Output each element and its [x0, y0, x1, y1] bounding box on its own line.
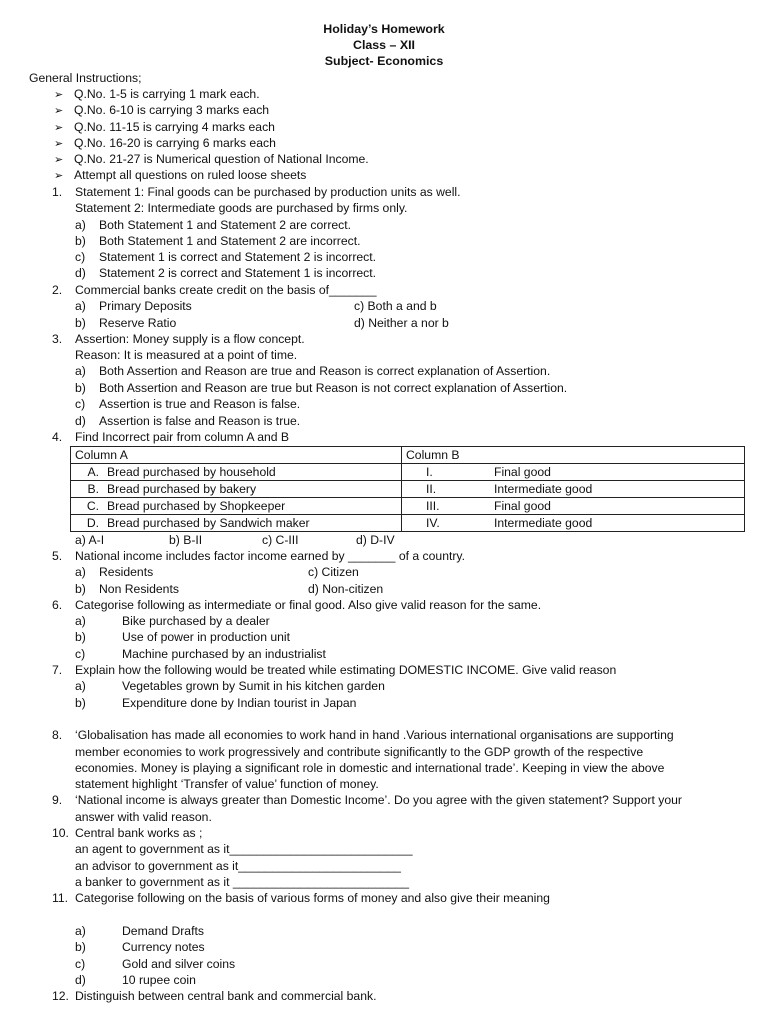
- option-key: d): [75, 973, 86, 987]
- option-text: Machine purchased by an industrialist: [122, 647, 326, 661]
- option-text: Non Residents: [99, 582, 179, 596]
- table-row: A. Bread purchased by household I. Final good: [71, 464, 745, 481]
- instruction-item: ➢ Attempt all questions on ruled loose sheets: [54, 168, 307, 182]
- question-number: 9.: [52, 793, 63, 807]
- question-text: answer with valid reason.: [75, 810, 212, 824]
- question-text: Assertion: Money supply is a flow concept.: [75, 332, 305, 346]
- instruction-item: ➢ Q.No. 21-27 is Numerical question of National Income.: [54, 152, 369, 166]
- option-key: a): [75, 924, 86, 938]
- table-row: D. Bread purchased by Sandwich maker IV. Intermediate good: [71, 515, 745, 532]
- option-key: b): [75, 630, 86, 644]
- option-key: a): [75, 565, 86, 579]
- arrow-bullet-icon: ➢: [54, 138, 64, 150]
- instruction-item: ➢ Q.No. 1-5 is carrying 1 mark each.: [54, 87, 260, 101]
- question-text: Explain how the following would be treated while estimating DOMESTIC INCOME. Give valid reason: [75, 663, 617, 677]
- question-text: National income includes factor income earned by _______ of a country.: [75, 549, 466, 563]
- option-key: b): [75, 696, 86, 710]
- option-text: Vegetables grown by Sumit in his kitchen garden: [122, 679, 385, 693]
- arrow-bullet-icon: ➢: [54, 89, 64, 101]
- question-text: ‘Globalisation has made all economies to work hand in hand .Various international organisations are supporting: [75, 728, 674, 742]
- option-text: d) D-IV: [356, 533, 395, 547]
- doc-subject: Subject- Economics: [324, 54, 444, 68]
- question-text: ‘National income is always greater than Domestic Income’. Do you agree with the given statement? Support your: [75, 793, 682, 807]
- table-header-row: [71, 447, 745, 464]
- question-number: 5.: [52, 549, 63, 563]
- question-text: Find Incorrect pair from column A and B: [75, 430, 290, 444]
- question-text: Statement 2: Intermediate goods are purchased by firms only.: [75, 201, 408, 215]
- option-text: Assertion is true and Reason is false.: [99, 397, 301, 411]
- question-text: Reason: It is measured at a point of time.: [75, 348, 298, 362]
- option-text: d) Neither a nor b: [354, 316, 449, 330]
- option-key: c): [75, 397, 86, 411]
- question-number: 4.: [52, 430, 63, 444]
- option-text: Both Assertion and Reason are true but Reason is not correct explanation of Assertion.: [99, 381, 568, 395]
- option-text: a) A-I: [75, 533, 105, 547]
- option-text: Currency notes: [122, 940, 205, 954]
- option-text: Demand Drafts: [122, 924, 204, 938]
- option-key: a): [75, 614, 86, 628]
- question-text: Distinguish between central bank and commercial bank.: [75, 989, 377, 1003]
- option-text: b) B-II: [169, 533, 203, 547]
- fill-in-line: an advisor to government as it________________________: [75, 859, 401, 873]
- option-text: Expenditure done by Indian tourist in Japan: [122, 696, 357, 710]
- option-text: c) Both a and b: [354, 299, 437, 313]
- question-text: Statement 1: Final goods can be purchased by production units as well.: [75, 185, 461, 199]
- option-text: Both Statement 1 and Statement 2 are incorrect.: [99, 234, 361, 248]
- option-text: c) Citizen: [308, 565, 359, 579]
- question-number: 11.: [52, 891, 69, 905]
- question-number: 3.: [52, 332, 63, 346]
- option-text: Gold and silver coins: [122, 957, 236, 971]
- option-text: Reserve Ratio: [99, 316, 177, 330]
- arrow-bullet-icon: ➢: [54, 170, 64, 182]
- arrow-bullet-icon: ➢: [54, 105, 64, 117]
- option-text: c) C-III: [262, 533, 299, 547]
- option-key: c): [75, 250, 86, 264]
- option-text: Residents: [99, 565, 154, 579]
- instructions-heading: General Instructions;: [29, 71, 142, 85]
- option-text: d) Non-citizen: [308, 582, 384, 596]
- column-b-header: Column B: [402, 447, 745, 464]
- arrow-bullet-icon: ➢: [54, 122, 64, 134]
- question-number: 6.: [52, 598, 63, 612]
- option-text: Statement 2 is correct and Statement 1 is incorrect.: [99, 266, 377, 280]
- instruction-item: ➢ Q.No. 16-20 is carrying 6 marks each: [54, 136, 276, 150]
- option-key: a): [75, 299, 86, 313]
- doc-class: Class – XII: [353, 38, 415, 52]
- option-text: 10 rupee coin: [122, 973, 196, 987]
- option-text: Use of power in production unit: [122, 630, 291, 644]
- question-text: member economies to work progressively and contribute significantly to the GDP growth of the respective: [75, 745, 644, 759]
- question-text: Categorise following on the basis of various forms of money and also give their meaning: [75, 891, 550, 905]
- option-key: a): [75, 218, 86, 232]
- option-key: b): [75, 582, 86, 596]
- doc-title: Holiday’s Homework: [323, 22, 445, 36]
- match-table: [70, 446, 745, 532]
- option-key: a): [75, 364, 86, 378]
- option-text: Bike purchased by a dealer: [122, 614, 270, 628]
- question-number: 8.: [52, 728, 63, 742]
- option-key: c): [75, 647, 86, 661]
- option-key: c): [75, 957, 86, 971]
- option-text: Assertion is false and Reason is true.: [99, 414, 301, 428]
- fill-in-line: an agent to government as it___________________________: [75, 842, 413, 856]
- fill-in-line: a banker to government as it __________________________: [75, 875, 410, 889]
- instruction-item: ➢ Q.No. 6-10 is carrying 3 marks each: [54, 103, 270, 117]
- question-text: economies. Money is playing a significant role in domestic and international trade’. Keeping in view the above: [75, 761, 665, 775]
- question-number: 10.: [52, 826, 69, 840]
- column-a-header: Column A: [71, 447, 402, 464]
- question-number: 1.: [52, 185, 63, 199]
- option-key: d): [75, 414, 86, 428]
- question-number: 7.: [52, 663, 63, 677]
- option-key: a): [75, 679, 86, 693]
- option-text: Primary Deposits: [99, 299, 192, 313]
- table-row: C. Bread purchased by Shopkeeper III. Final good: [71, 498, 745, 515]
- question-number: 2.: [52, 283, 63, 297]
- option-key: d): [75, 266, 86, 280]
- question-text: Central bank works as ;: [75, 826, 203, 840]
- arrow-bullet-icon: ➢: [54, 154, 64, 166]
- question-text: statement highlight ‘Transfer of value’ function of money.: [75, 777, 379, 791]
- instruction-item: ➢ Q.No. 11-15 is carrying 4 marks each: [54, 120, 275, 134]
- option-key: b): [75, 940, 86, 954]
- option-key: b): [75, 316, 86, 330]
- question-text: Categorise following as intermediate or final good. Also give valid reason for the same.: [75, 598, 542, 612]
- option-text: Both Assertion and Reason are true and Reason is correct explanation of Assertion.: [99, 364, 551, 378]
- option-key: b): [75, 381, 86, 395]
- option-text: Both Statement 1 and Statement 2 are correct.: [99, 218, 352, 232]
- option-text: Statement 1 is correct and Statement 2 is incorrect.: [99, 250, 377, 264]
- question-number: 12.: [52, 989, 69, 1003]
- question-text: Commercial banks create credit on the basis of_______: [75, 283, 377, 297]
- table-row: B. Bread purchased by bakery II. Intermediate good: [71, 481, 745, 498]
- option-key: b): [75, 234, 86, 248]
